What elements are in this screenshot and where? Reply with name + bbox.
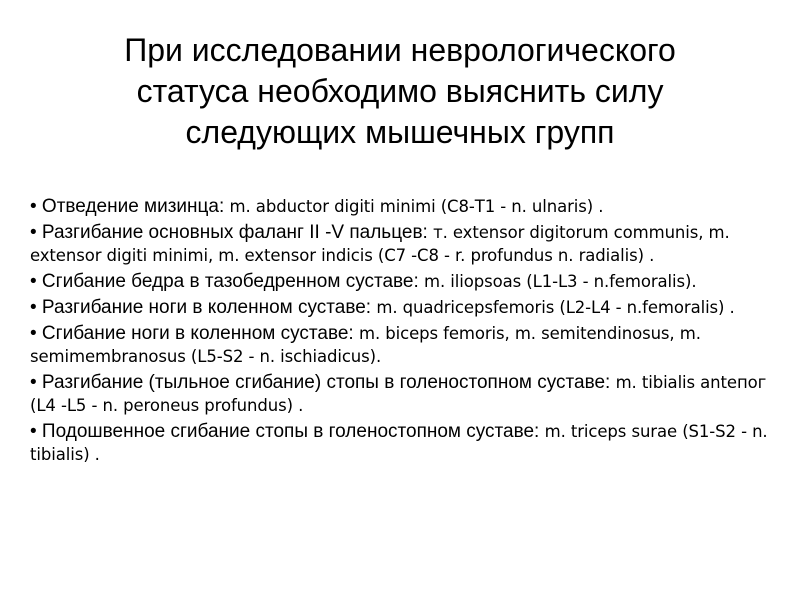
bullet-lead: • Разгибание (тыльное сгибание) стопы в голеностопном суставе:	[30, 372, 616, 393]
bullet-detail: m. iliopsoas (L1-L3 - n.femoralis).	[424, 272, 697, 291]
bullet-lead: • Отведение мизинца:	[30, 196, 230, 217]
bullet-item	[30, 270, 770, 293]
bullet-lead: • Разгибание основных фаланг II -V пальцев:	[30, 222, 434, 243]
bullet-detail: m. abductor digiti minimi (С8-Т1 - n. ulnaris) .	[229, 197, 604, 216]
bullet-lead: • Сгибание ноги в коленном суставе:	[30, 323, 359, 344]
bullet-item	[30, 420, 770, 466]
bullet-detail: m. tibialis antепог (L4 -L5 - n. peroneus profundus) .	[30, 373, 767, 415]
bullet-detail: m. biceps femoris, m. semitendinosus, m. semimembranosus (L5-S2 - n. ischiadicus).	[30, 324, 701, 366]
bullet-lead: • Подошвенное сгибание стопы в голеностопном суставе:	[30, 421, 545, 442]
slide-title-line: следующих мышечных групп	[185, 114, 615, 150]
bullet-detail: m. quadricepsfemoris (L2-L4 - n.femoralis) .	[376, 298, 735, 317]
bullet-detail: т. extensor digitorum communis, m. extensor digiti minimi, m. extensor indicis (С7 -С8 - r. profundus n. radialis) .	[30, 223, 730, 265]
bullet-item	[30, 195, 770, 218]
bullet-item	[30, 296, 770, 319]
bullet-item	[30, 221, 770, 267]
bullet-lead: • Разгибание ноги в коленном суставе:	[30, 297, 377, 318]
bullet-list	[30, 195, 770, 469]
slide-title	[40, 30, 760, 153]
bullet-detail: m. triceps surae (S1-S2 - n. tibialis) .	[30, 422, 768, 464]
bullet-item	[30, 371, 770, 417]
slide-title-line: статуса необходимо выяснить силу	[136, 73, 664, 109]
bullet-item	[30, 322, 770, 368]
bullet-lead: • Сгибание бедра в тазобедренном суставе:	[30, 271, 425, 292]
slide-title-line: При исследовании неврологического	[124, 32, 676, 68]
